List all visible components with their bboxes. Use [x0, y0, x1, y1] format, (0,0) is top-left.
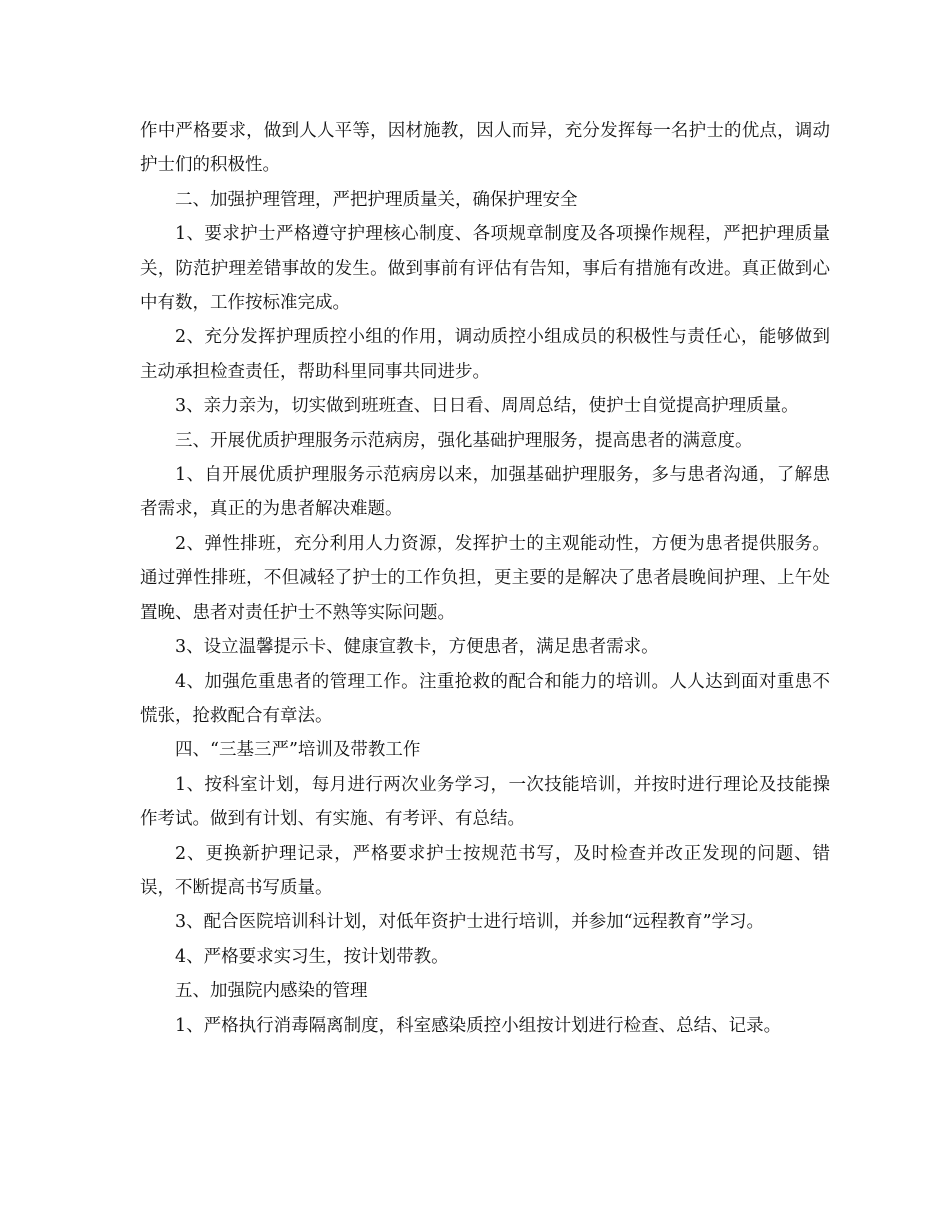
list-item: 4、加强危重患者的管理工作。注重抢救的配合和能力的培训。人人达到面对重患不慌张，抢救配合有章法。 [140, 671, 830, 726]
list-item: 2、充分发挥护理质控小组的作用，调动质控小组成员的积极性与责任心，能够做到主动承担检查责任，帮助科里同事共同进步。 [140, 327, 830, 382]
list-item: 1、要求护士严格遵守护理核心制度、各项规章制度及各项操作规程，严把护理质量关，防范护理差错事故的发生。做到事前有评估有告知，事后有措施有改进。真正做到心中有数，工作按标准完成。 [140, 224, 830, 314]
list-item: 3、设立温馨提示卡、健康宣教卡，方便患者，满足患者需求。 [175, 637, 659, 658]
list-item: 4、严格要求实习生，按计划带教。 [175, 946, 449, 967]
paragraph-continuation: 作中严格要求，做到人人平等，因材施教，因人而异，充分发挥每一名护士的优点，调动护士们的积极性。 [140, 121, 830, 176]
list-item: 2、弹性排班，充分利用人力资源，发挥护士的主观能动性，方便为患者提供服务。通过弹性排班，不但减轻了护士的工作负担，更主要的是解决了患者晨晚间护理、上午处置晚、患者对责任护士不熟等实际问题。 [140, 533, 830, 623]
section-heading-4: 四、“三基三严”培训及带教工作 [175, 740, 421, 761]
section-heading-2: 二、加强护理管理，严把护理质量关，确保护理安全 [175, 189, 578, 210]
list-item: 3、亲力亲为，切实做到班班查、日日看、周周总结，使护士自觉提高护理质量。 [175, 396, 799, 417]
list-item: 2、更换新护理记录，严格要求护士按规范书写，及时检查并改正发现的问题、错误，不断提高书写质量。 [140, 843, 830, 898]
list-item: 1、严格执行消毒隔离制度，科室感染质控小组按计划进行检查、总结、记录。 [175, 1015, 782, 1036]
section-heading-3: 三、开展优质护理服务示范病房，强化基础护理服务，提高患者的满意度。 [175, 430, 753, 451]
document-body [140, 114, 830, 1043]
section-heading-5: 五、加强院内感染的管理 [175, 981, 368, 1002]
list-item: 1、按科室计划，每月进行两次业务学习，一次技能培训，并按时进行理论及技能操作考试。做到有计划、有实施、有考评、有总结。 [140, 774, 830, 830]
list-item: 1、自开展优质护理服务示范病房以来，加强基础护理服务，多与患者沟通，了解患者需求，真正的为患者解决难题。 [140, 465, 830, 520]
list-item: 3、配合医院培训科计划，对低年资护士进行培训，并参加“远程教育”学习。 [175, 912, 765, 933]
